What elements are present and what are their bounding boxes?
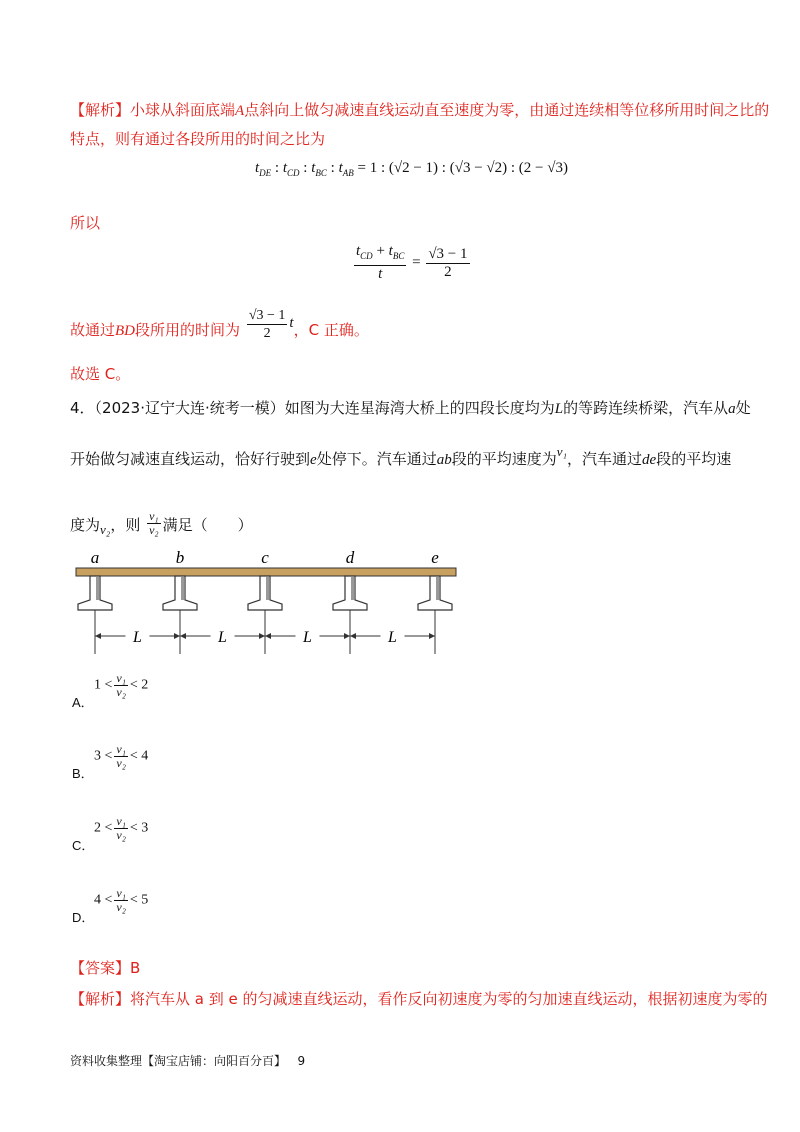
bridge-pier-e — [418, 548, 452, 654]
question-source: （2023·辽宁大连·统考一模） — [94, 399, 285, 417]
option-letter: A． — [72, 695, 94, 710]
option-inequality: 2 < $\frac{\text{v₁}}{\text{v₂}}$ < 3 — [94, 814, 149, 842]
bd-time-fraction: $\frac{√3 - 1}{2}$ — [248, 308, 286, 341]
bridge-diagram — [70, 548, 470, 658]
span-label: L — [218, 629, 227, 646]
option-letter: B． — [72, 766, 94, 781]
question-4-line-3: 度为v₂，则 $\frac{\text{v₁}}{\text{v₂}}$ 满足（ ） — [70, 509, 253, 537]
option-letter: C． — [72, 838, 95, 853]
question-4-line-1: 4．（2023·辽宁大连·统考一模）如图为大连星海湾大桥上的四段长度均为L的等跨连续桥梁，汽车从a处 — [70, 399, 751, 417]
question-number: 4． — [70, 399, 95, 417]
option-fraction: $\frac{\text{v₁}}{\text{v₂}}$ — [116, 742, 126, 770]
option-inequality: 4 < $\frac{\text{v₁}}{\text{v₂}}$ < 5 — [94, 886, 149, 914]
span-dimension — [350, 629, 435, 646]
analysis-line-1: 【解析】小球从斜面底端A点斜向上做匀减速直线运动直至速度为零，由通过连续相等位移所用时间之比的 — [70, 101, 770, 119]
option-fraction: $\frac{\text{v₁}}{\text{v₂}}$ — [116, 671, 126, 699]
bridge-deck — [76, 568, 456, 576]
analysis-2-tag: 【解析】 — [70, 990, 131, 1008]
option-fraction: $\frac{\text{v₁}}{\text{v₂}}$ — [116, 814, 126, 842]
option-letter: D． — [72, 910, 95, 925]
span-label: L — [303, 629, 312, 646]
span-dimension — [180, 629, 265, 646]
span-dimension — [265, 629, 350, 646]
bridge-pier-b — [163, 548, 197, 654]
answer-line — [70, 957, 140, 979]
time-ratio-formula: $t_{DE}$ : $t_{CD}$ : $t_{BC}$ : $t_{AB} = 1$ : (√2 − 1) : (√3 − √2) : (2 − √3) — [255, 160, 568, 178]
span-label: L — [133, 629, 142, 646]
choice-line: 故选 C。 — [70, 365, 131, 383]
so-label: 所以 — [70, 214, 101, 232]
bridge-pier-c — [248, 548, 282, 654]
pier-label: e — [431, 548, 439, 567]
pier-label: a — [90, 548, 100, 567]
analysis-tag: 【解析】 — [70, 101, 131, 119]
analysis-line-2: 特点，则有通过各段所用的时间之比为 — [70, 130, 326, 148]
bridge-pier-a — [78, 548, 112, 654]
pier-label: d — [345, 548, 355, 567]
footer-text: 资料收集整理【淘宝店铺：向阳百分百】 — [70, 1054, 287, 1068]
question-4-line-2: 开始做匀减速直线运动，恰好行驶到e处停下。汽车通过ab段的平均速度为v₁，汽车通过de段的平均速 — [70, 444, 732, 468]
analysis-conclusion: 故通过BD段所用的时间为 $\frac{√3 - 1}{2}$ t，C 正确。 — [70, 308, 369, 341]
page-number: 9 — [297, 1054, 306, 1068]
pier-label: c — [261, 548, 269, 567]
option-fraction: $\frac{\text{v₁}}{\text{v₂}}$ — [116, 886, 126, 914]
option-inequality: 1 < $\frac{\text{v₁}}{\text{v₂}}$ < 2 — [94, 671, 149, 699]
v-ratio-fraction: $\frac{\text{v₁}}{\text{v₂}}$ — [149, 509, 159, 537]
bridge-pier-d — [333, 548, 367, 654]
time-sum-formula: $\frac{t_{CD} + t_{BC}}{t}$ = $\frac{√3 - 1}{2}$ — [356, 243, 468, 282]
page-footer — [70, 1052, 305, 1069]
option-inequality: 3 < $\frac{\text{v₁}}{\text{v₂}}$ < 4 — [94, 742, 149, 770]
span-label: L — [388, 629, 397, 646]
answer-value: B — [130, 959, 141, 977]
answer-tag: 【答案】 — [70, 959, 131, 977]
span-dimension — [95, 629, 180, 646]
pier-label: b — [175, 548, 185, 567]
analysis-2-line: 【解析】将汽车从 a 到 e 的匀减速直线运动，看作反向初速度为零的匀加速直线运动，根据初速度为零的 — [70, 990, 768, 1008]
